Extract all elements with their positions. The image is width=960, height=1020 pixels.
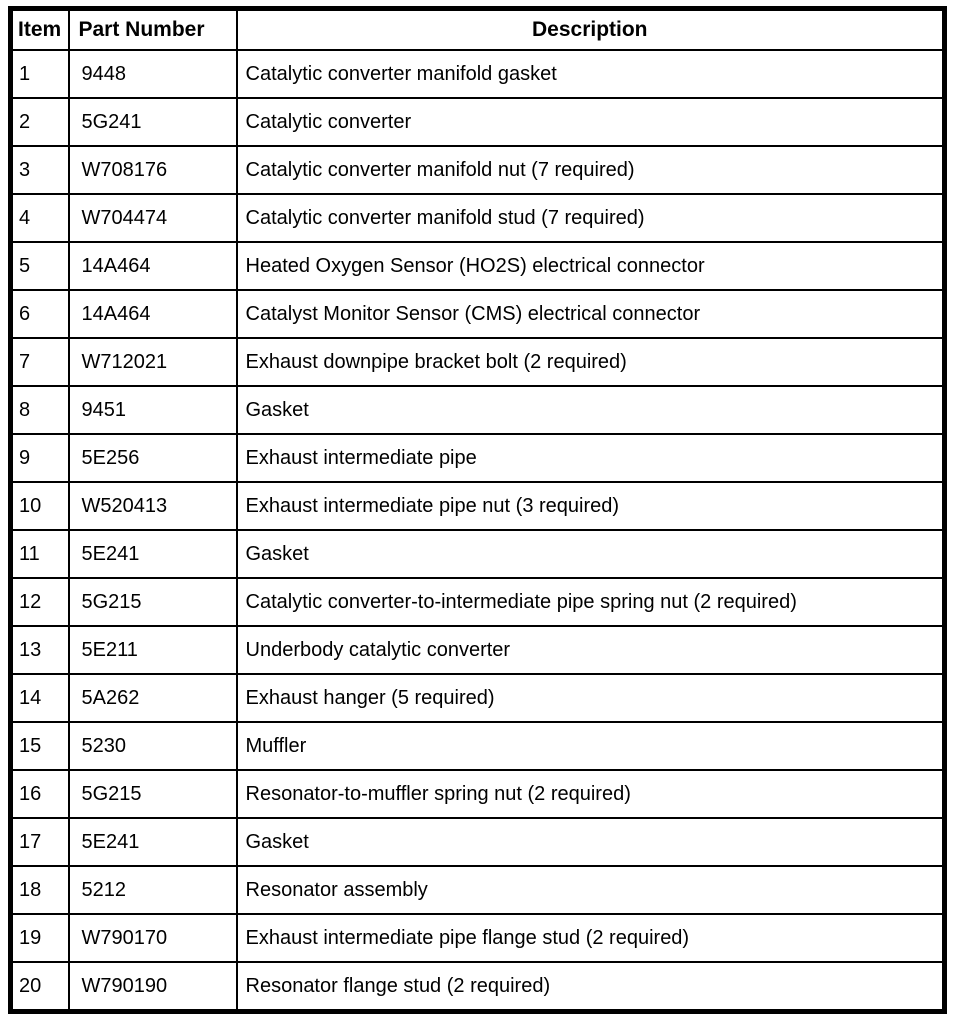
item-cell: 3: [11, 146, 69, 194]
part-number-cell: W708176: [69, 146, 237, 194]
table-row: [11, 914, 945, 962]
item-cell: 8: [11, 386, 69, 434]
part-number-cell: W790170: [69, 914, 237, 962]
part-number-cell: W704474: [69, 194, 237, 242]
table-row: [11, 98, 945, 146]
description-cell: Exhaust intermediate pipe flange stud (2 required): [237, 914, 945, 962]
item-cell: 15: [11, 722, 69, 770]
part-number-cell: 5E211: [69, 626, 237, 674]
part-number-cell: 9451: [69, 386, 237, 434]
item-cell: 18: [11, 866, 69, 914]
header-part-number: Part Number: [69, 9, 237, 51]
table-row: [11, 290, 945, 338]
part-number-cell: 9448: [69, 50, 237, 98]
item-cell: 19: [11, 914, 69, 962]
item-cell: 1: [11, 50, 69, 98]
item-cell: 17: [11, 818, 69, 866]
description-cell: Exhaust intermediate pipe: [237, 434, 945, 482]
part-number-cell: 5212: [69, 866, 237, 914]
item-cell: 6: [11, 290, 69, 338]
item-cell: 11: [11, 530, 69, 578]
description-cell: Underbody catalytic converter: [237, 626, 945, 674]
item-cell: 2: [11, 98, 69, 146]
header-description: Description: [237, 9, 945, 51]
description-cell: Catalytic converter-to-intermediate pipe spring nut (2 required): [237, 578, 945, 626]
part-number-cell: W790190: [69, 962, 237, 1012]
item-cell: 14: [11, 674, 69, 722]
table-row: [11, 482, 945, 530]
description-cell: Muffler: [237, 722, 945, 770]
description-cell: Catalytic converter manifold nut (7 required): [237, 146, 945, 194]
part-number-cell: 5G215: [69, 770, 237, 818]
table-row: [11, 626, 945, 674]
item-cell: 16: [11, 770, 69, 818]
description-cell: Exhaust downpipe bracket bolt (2 required): [237, 338, 945, 386]
description-cell: Catalyst Monitor Sensor (CMS) electrical connector: [237, 290, 945, 338]
description-cell: Exhaust intermediate pipe nut (3 required): [237, 482, 945, 530]
table-row: [11, 818, 945, 866]
table-row: [11, 962, 945, 1012]
part-number-cell: 5G215: [69, 578, 237, 626]
header-row: [11, 9, 945, 51]
description-cell: Exhaust hanger (5 required): [237, 674, 945, 722]
item-cell: 13: [11, 626, 69, 674]
table-row: [11, 146, 945, 194]
table-row: [11, 578, 945, 626]
part-number-cell: 5E241: [69, 530, 237, 578]
item-cell: 4: [11, 194, 69, 242]
table-row: [11, 770, 945, 818]
part-number-cell: 5A262: [69, 674, 237, 722]
description-cell: Catalytic converter: [237, 98, 945, 146]
table-row: [11, 386, 945, 434]
item-cell: 10: [11, 482, 69, 530]
parts-table-header: [11, 9, 945, 51]
description-cell: Gasket: [237, 530, 945, 578]
description-cell: Resonator-to-muffler spring nut (2 required): [237, 770, 945, 818]
table-row: [11, 434, 945, 482]
table-row: [11, 866, 945, 914]
description-cell: Resonator flange stud (2 required): [237, 962, 945, 1012]
part-number-cell: 14A464: [69, 290, 237, 338]
table-row: [11, 242, 945, 290]
header-item: Item: [11, 9, 69, 51]
item-cell: 9: [11, 434, 69, 482]
table-row: [11, 50, 945, 98]
part-number-cell: 5230: [69, 722, 237, 770]
part-number-cell: W712021: [69, 338, 237, 386]
parts-table: [8, 6, 947, 1014]
description-cell: Catalytic converter manifold stud (7 required): [237, 194, 945, 242]
part-number-cell: 5E256: [69, 434, 237, 482]
part-number-cell: W520413: [69, 482, 237, 530]
part-number-cell: 14A464: [69, 242, 237, 290]
part-number-cell: 5E241: [69, 818, 237, 866]
item-cell: 12: [11, 578, 69, 626]
item-cell: 5: [11, 242, 69, 290]
table-row: [11, 338, 945, 386]
item-cell: 20: [11, 962, 69, 1012]
table-row: [11, 194, 945, 242]
description-cell: Gasket: [237, 386, 945, 434]
table-row: [11, 674, 945, 722]
table-row: [11, 722, 945, 770]
description-cell: Resonator assembly: [237, 866, 945, 914]
parts-table-body: [11, 50, 945, 1012]
description-cell: Gasket: [237, 818, 945, 866]
part-number-cell: 5G241: [69, 98, 237, 146]
description-cell: Catalytic converter manifold gasket: [237, 50, 945, 98]
description-cell: Heated Oxygen Sensor (HO2S) electrical connector: [237, 242, 945, 290]
item-cell: 7: [11, 338, 69, 386]
table-row: [11, 530, 945, 578]
